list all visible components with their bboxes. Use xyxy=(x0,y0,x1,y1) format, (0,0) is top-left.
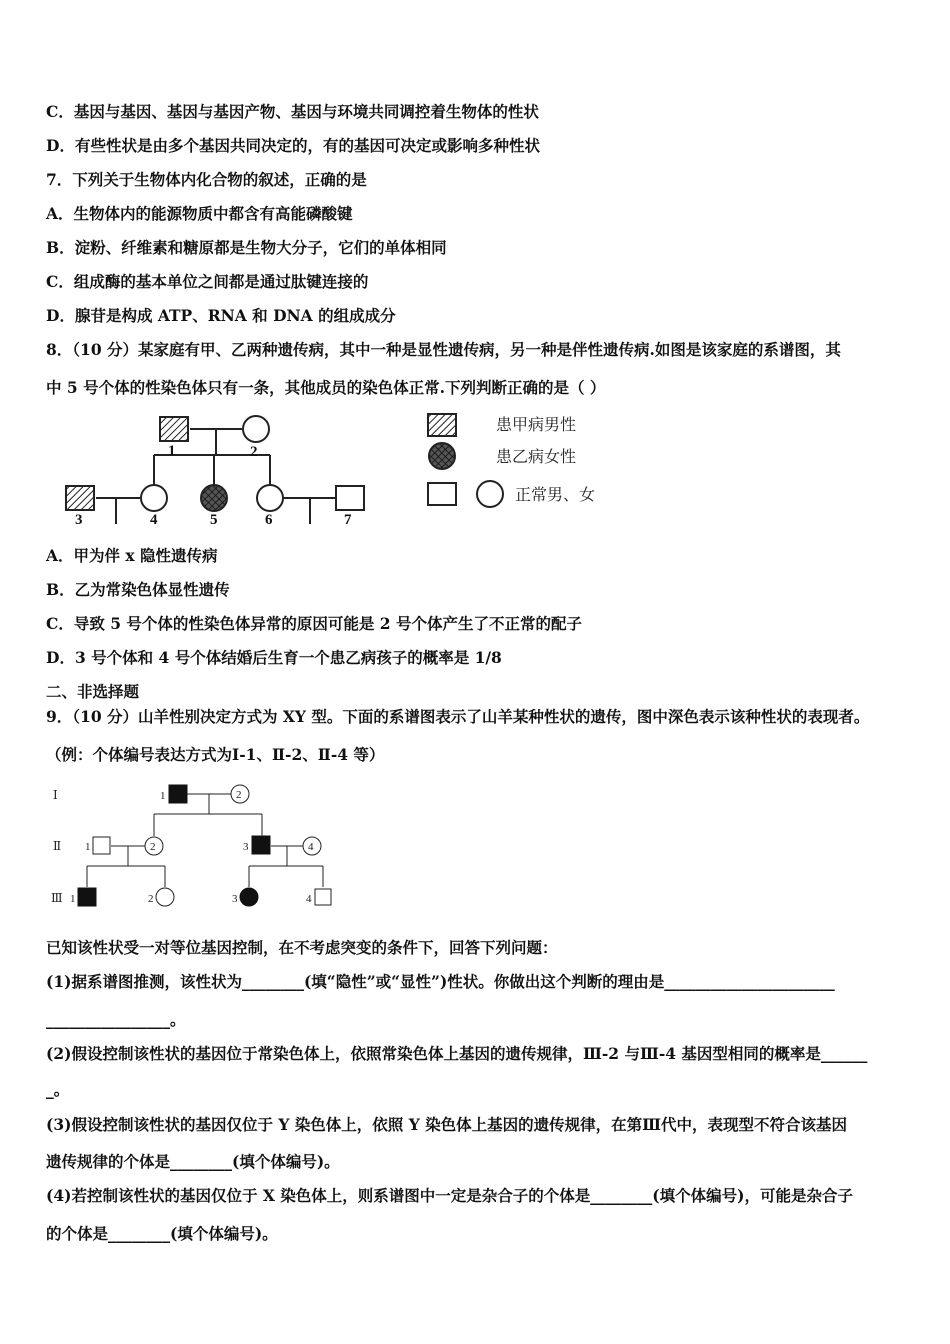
III-3-individual xyxy=(240,888,258,906)
II-1-individual xyxy=(93,837,110,854)
question-9-stem: 9．（10 分）山羊性别决定方式为 XY 型。下面的系谱图表示了山羊某种性状的遗传，图中深色表示该种性状的表现者。 xyxy=(46,707,870,726)
ped1-label-7: 7 xyxy=(344,512,352,528)
question-9-part-3-cont: 遗传规律的个体是________(填个体编号)。 xyxy=(46,1152,340,1171)
ped1-individual-3 xyxy=(66,486,94,510)
question-9-part-2: (2)假设控制该性状的基因位于常染色体上，依照常染色体上基因的遗传规律，Ⅲ-2 与Ⅲ-4 基因型相同的概率是______ xyxy=(46,1044,868,1063)
option-a-q8: A．甲为伴 x 隐性遗传病 xyxy=(46,546,218,565)
ped1-label-3: 3 xyxy=(75,512,83,528)
legend-jia-male-label: 患甲病男性 xyxy=(496,417,577,434)
ped1-label-4: 4 xyxy=(150,512,158,528)
question-9-intro: 已知该性状受一对等位基因控制，在不考虑突变的条件下，回答下列问题： xyxy=(46,938,558,957)
ped1-individual-4 xyxy=(141,485,167,511)
III-2-label: 2 xyxy=(148,893,154,905)
question-9-part-4-cont: 的个体是________(填个体编号)。 xyxy=(46,1224,278,1243)
ped1-individual-5 xyxy=(201,485,227,511)
legend-normal-label: 正常男、女 xyxy=(515,487,596,504)
option-c-q6: C．基因与基因、基因与基因产物、基因与环境共同调控着生物体的性状 xyxy=(46,102,539,121)
question-8-stem-cont: 中 5 号个体的性染色体只有一条，其他成员的染色体正常.下列判断正确的是（ ） xyxy=(46,378,606,397)
ped1-individual-1 xyxy=(160,417,188,441)
option-d-q7: D．腺苷是构成 ATP、RNA 和 DNA 的组成成分 xyxy=(46,306,396,325)
option-c-q7: C．组成酶的基本单位之间都是通过肽键连接的 xyxy=(46,272,369,291)
question-9-part-3: (3)假设控制该性状的基因仅位于 Y 染色体上，依照 Y 染色体上基因的遗传规律，在第Ⅲ代中，表现型不符合该基因 xyxy=(46,1115,848,1134)
legend-normal-female-symbol xyxy=(477,481,503,507)
ped1-individual-6 xyxy=(257,485,283,511)
option-c-q8: C．导致 5 号个体的性染色体异常的原因可能是 2 号个体产生了不正常的配子 xyxy=(46,614,582,633)
generation-2-label: Ⅱ xyxy=(53,839,62,853)
question-9-part-4: (4)若控制该性状的基因仅位于 X 染色体上，则系谱图中一定是杂合子的个体是________(填个体编号)，可能是杂合子 xyxy=(46,1186,853,1205)
legend-normal-male-symbol xyxy=(428,483,456,505)
generation-1-label: Ⅰ xyxy=(53,788,58,802)
II-3-label: 3 xyxy=(243,841,249,853)
III-1-label: 1 xyxy=(70,893,76,905)
question-7-stem: 7．下列关于生物体内化合物的叙述，正确的是 xyxy=(46,170,367,189)
pedigree-figure-2 xyxy=(45,780,345,912)
option-d-q6: D．有些性状是由多个基因共同决定的，有的基因可决定或影响多种性状 xyxy=(46,136,540,155)
I-1-individual xyxy=(169,785,187,803)
question-9-part-1: (1)据系谱图推测，该性状为________(填“隐性”或“显性”)性状。你做出这个判断的理由是______________________ xyxy=(46,972,835,991)
question-9-part-2-cont: _。 xyxy=(46,1080,70,1099)
option-a-q7: A．生物体内的能源物质中都含有高能磷酸键 xyxy=(46,204,353,223)
I-2-label: 2 xyxy=(236,789,242,801)
ped1-individual-7 xyxy=(336,486,364,510)
ped1-individual-2 xyxy=(243,416,269,442)
III-4-individual xyxy=(315,889,331,905)
II-1-label: 1 xyxy=(85,841,91,853)
question-8-stem: 8．（10 分）某家庭有甲、乙两种遗传病，其中一种是显性遗传病，另一种是伴性遗传病.如图是该家庭的系谱图，其 xyxy=(46,340,841,359)
option-b-q8: B．乙为常染色体显性遗传 xyxy=(46,580,230,599)
II-4-label: 4 xyxy=(308,841,314,853)
generation-3-label: Ⅲ xyxy=(51,891,63,905)
II-2-label: 2 xyxy=(150,841,156,853)
ped1-label-1: 1 xyxy=(168,443,176,459)
III-4-label: 4 xyxy=(306,893,312,905)
question-9-example: （例：个体编号表达方式为Ⅰ-1、Ⅱ-2、Ⅱ-4 等） xyxy=(46,745,385,764)
III-3-label: 3 xyxy=(232,893,238,905)
option-d-q8: D．3 号个体和 4 号个体结婚后生育一个患乙病孩子的概率是 1/8 xyxy=(46,648,502,667)
ped1-label-6: 6 xyxy=(265,512,273,528)
II-3-individual xyxy=(252,836,270,854)
question-9-part-1-cont: ________________。 xyxy=(46,1010,186,1029)
legend-yi-female-label: 患乙病女性 xyxy=(496,449,577,466)
I-1-label: 1 xyxy=(160,790,166,802)
legend-yi-female-symbol xyxy=(429,443,455,469)
ped1-label-5: 5 xyxy=(210,512,218,528)
legend-jia-male-symbol xyxy=(428,414,456,436)
III-2-individual xyxy=(156,888,174,906)
ped1-label-2: 2 xyxy=(250,444,258,460)
III-1-individual xyxy=(78,888,96,906)
section-heading-nonchoice: 二、非选择题 xyxy=(46,682,140,701)
pedigree-figure-1 xyxy=(60,410,660,530)
option-b-q7: B．淀粉、纤维素和糖原都是生物大分子，它们的单体相同 xyxy=(46,238,447,257)
